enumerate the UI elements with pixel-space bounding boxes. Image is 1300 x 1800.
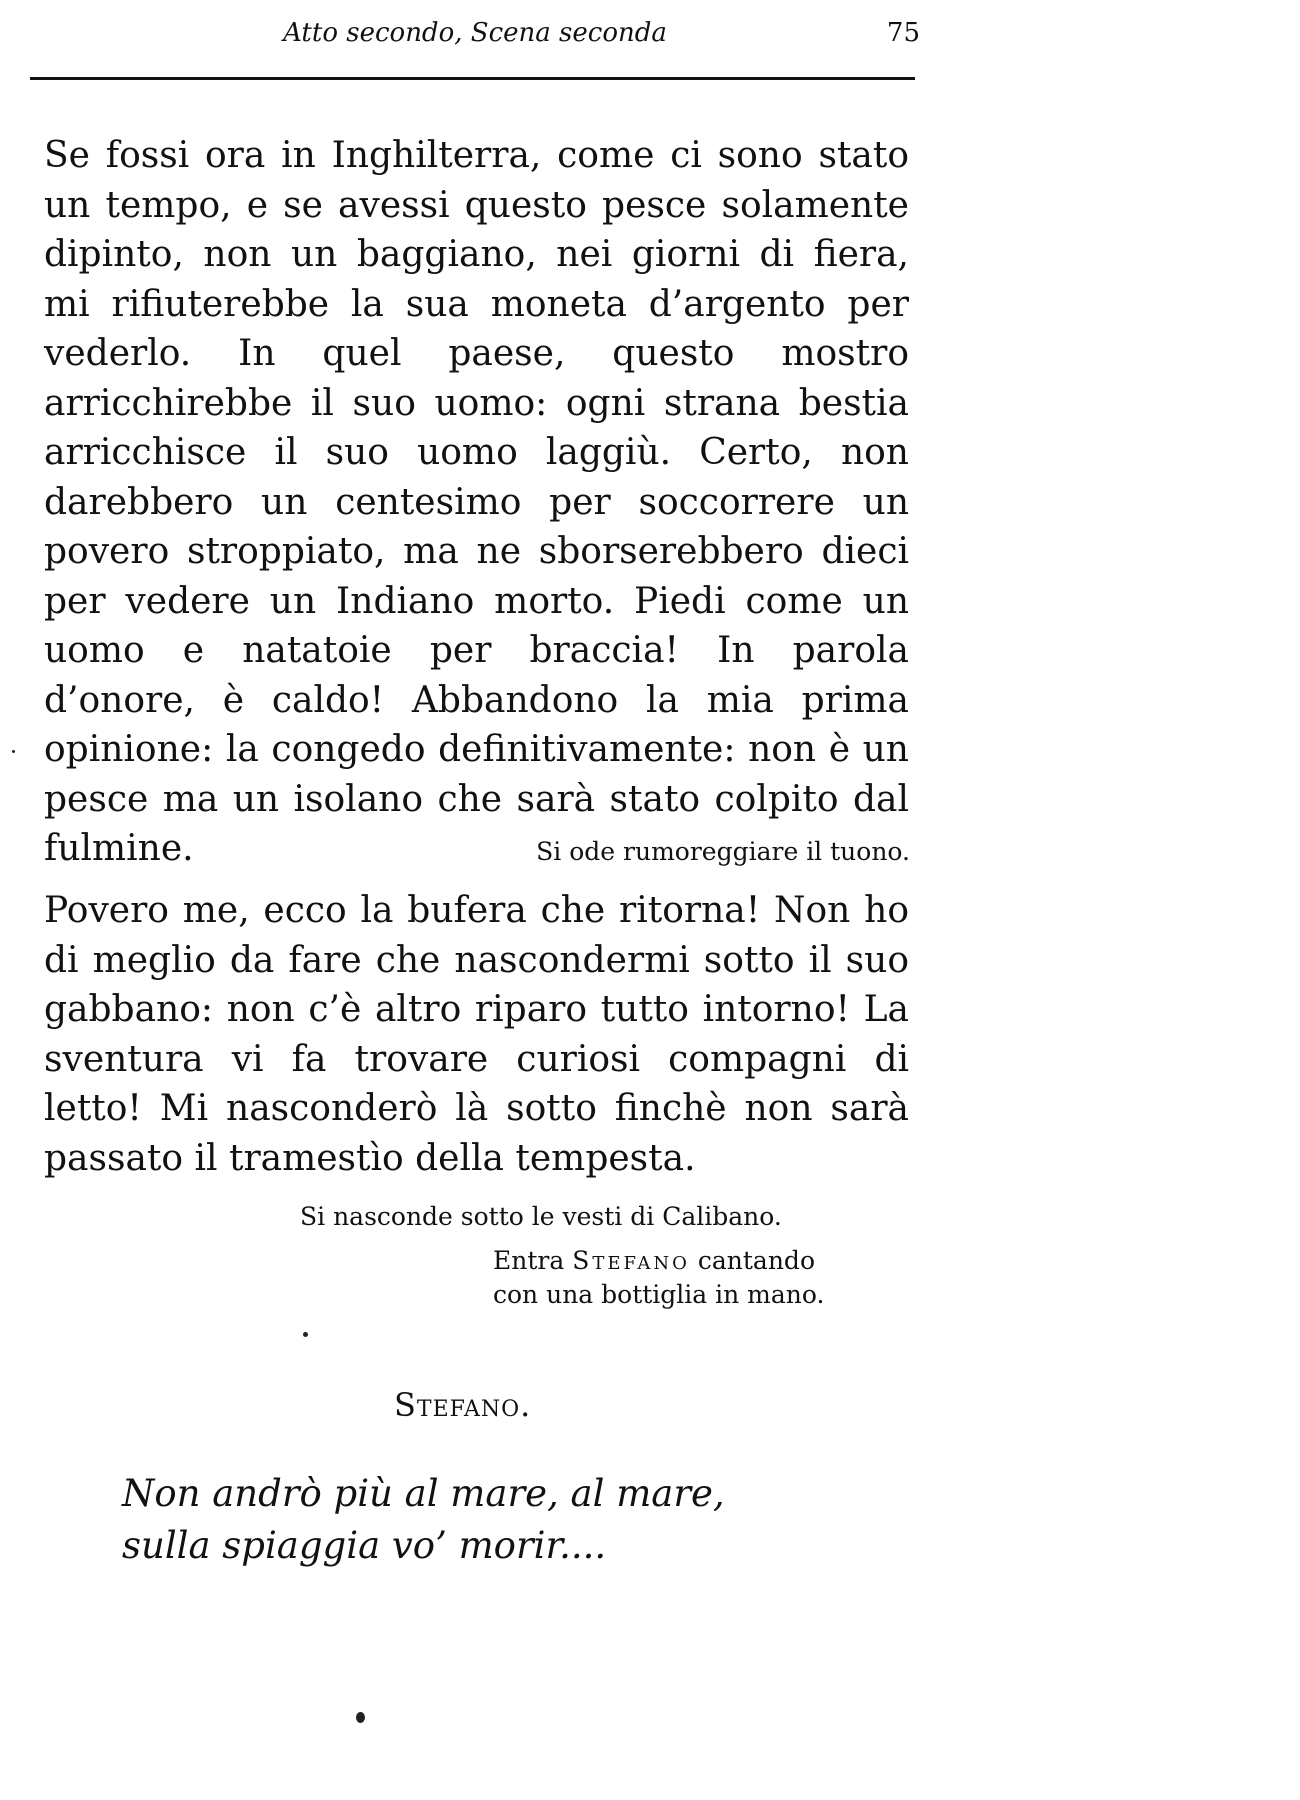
stage-direction-enter-line2: con una bottiglia in mano. <box>493 1280 825 1309</box>
paragraph-2: Povero me, ecco la bufera che ritorna! Non ho di meglio da fare che nascondermi sotto il suo gabbano: non c’è altro riparo tutto intorno! La sventura vi fa trovare curiosi compagni di letto! Mi nasconderò là sotto finchè non sarà passato il tramestìo della tempesta. <box>44 890 909 1179</box>
stage-direction-enter-action: cantando <box>697 1246 815 1275</box>
song-verse <box>122 1468 725 1572</box>
header-rule <box>30 77 915 80</box>
ink-speck <box>303 1332 308 1337</box>
song-line: Non andrò più al mare, al mare, <box>122 1472 725 1515</box>
character-name-stefano: Stefano <box>572 1246 690 1275</box>
stage-direction-enter-stefano <box>493 1244 824 1312</box>
stage-direction-hides: Si nasconde sotto le vesti di Calibano. <box>300 1202 782 1231</box>
stage-direction-thunder: Si ode rumoreggiare il tuono. <box>536 837 910 866</box>
speaker-heading: Stefano. <box>394 1386 532 1424</box>
paragraph-1: Se fossi ora in Inghilterra, come ci sono stato un tempo, e se avessi questo pesce solamente dipinto, non un baggiano, nei giorni di fiera, mi rifiuterebbe la sua moneta d’argento per vederlo. In quel paese, questo mostro arricchirebbe il suo uomo: ogni strana bestia arricchisce il suo uomo laggiù. Certo, non darebbero un centesimo per soccorrere un povero stroppiato, ma ne sborserebbero dieci per vedere un Indiano morto. Piedi come un uomo e natatoie per braccia! In parola d’onore, è caldo! Abbandono la mia prima opinione: la congedo definitivamente: non è un pesce ma un isolano che sarà stato colpito dal fulmine. <box>44 135 909 869</box>
page-header <box>30 14 920 54</box>
stage-direction-enter-word: Entra <box>493 1246 565 1275</box>
ink-speck <box>12 750 15 753</box>
ink-speck <box>356 1712 365 1723</box>
song-line: sulla spiaggia vo’ morir.... <box>122 1524 607 1567</box>
page-number: 75 <box>886 18 920 48</box>
running-title: Atto secondo, Scena seconda <box>283 18 667 48</box>
stage-direction-enter-line1 <box>493 1244 824 1278</box>
